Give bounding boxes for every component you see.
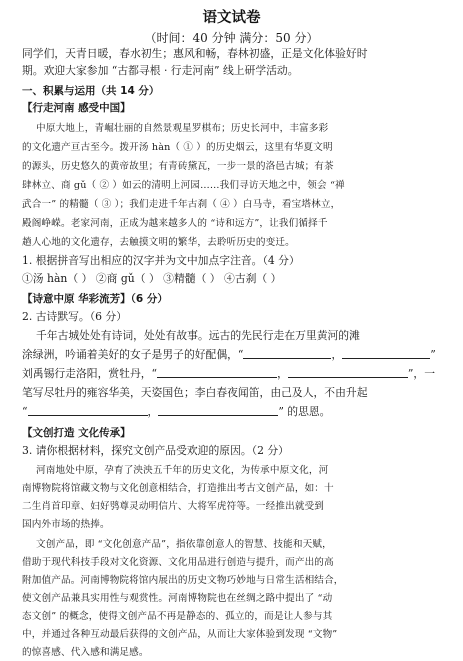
quote-close: ” [430, 348, 436, 361]
quote-close: ”，一 [407, 367, 436, 380]
question-3: 3. 请你根据材料，探究文创产品受欢迎的原因。（2 分） [22, 444, 289, 457]
answer-blank[interactable] [157, 367, 277, 378]
quote-close: ” 的思恩。 [278, 405, 331, 418]
material-line: 使文创产品兼具实用性与观赏性。河南博物院也在丝绸之路中提出了 “动 [22, 593, 333, 604]
poem-para-line: “ ， ” 的思恩。 [22, 405, 331, 418]
poem-para-line: 刘禹锡行走洛阳，赏牡丹，“ ， ”，一 [22, 367, 436, 380]
passage-line: 殿阁峥嵘。老家河南，正成为越来越多人的 “诗和远方”，让我们循择千 [22, 218, 328, 229]
block-3-heading: 【文创打造 文化传承】 [22, 427, 131, 439]
section-1-heading: 一、积累与运用（共 14 分） [22, 85, 160, 97]
material-line: 河南地处中原，孕育了泱泱五千年的历史文化，为传承中原文化，河 [36, 465, 329, 476]
passage-line: 肆林立、商 gǔ（ ② ）如云的清明上河园……我们寻访天地之中，领会 “禅 [22, 180, 345, 191]
answer-blank[interactable] [243, 348, 331, 359]
material-line: 中，并通过各种互动最后获得的文创产品，从而让大家体验到发现 “文物” [22, 629, 338, 640]
answer-blank[interactable] [158, 405, 278, 416]
passage-line: 的源头，历史悠久的黄帝故里；有青砖黛瓦，一步一景的洛邑古城；有茶 [22, 161, 334, 172]
poem-para-line: 笔写尽牡丹的雍容华美，天姿国色；李白春夜闻笛，由己及人，不由升起 [22, 386, 368, 399]
answer-blank[interactable] [288, 367, 408, 378]
intro-line-1: 同学们，天青日暖，春水初生；惠风和畅，春林初盛，正是文化体验好时 [22, 47, 368, 60]
block-1-heading: 【行走河南 感受中国】 [22, 102, 131, 114]
exam-subtitle: （时间：40 分钟 满分：50 分） [144, 31, 319, 45]
question-1-answers: ①汤 hàn（ ） ②商 gǔ（ ） ③精髓（ ） ④古刹（ ） [22, 272, 282, 285]
answer-blank[interactable] [342, 348, 430, 359]
poem-para-text: “ [22, 405, 28, 418]
material-line: 附加值产品。河南博物院将馆内展出的历史文物巧妙地与日常生活相结合， [22, 575, 344, 586]
passage-line: 趟人心地的文化遗存，去触摸文明的繁华，去聆听历史的变迁。 [22, 237, 295, 248]
material-line: 南博物院将馆藏文物与文化创意相结合，打造推出考古文创产品，如：十 [22, 483, 334, 494]
poem-para-text: 涂绿洲，吟诵着美好的女子是男子的好配偶，“ [22, 348, 244, 361]
passage-line: 的文化遗产亘古至今。拨开汤 hàn（ ① ）的历史烟云，这里有华夏文明 [22, 142, 333, 153]
material-line: 借助于现代科技手段对文化资源、文化用品进行创造与提升，而产出的高 [22, 557, 334, 568]
material-line: 国内外市场的热捧。 [22, 519, 110, 530]
question-2: 2. 古诗默写。（6 分） [22, 310, 128, 323]
material-line: 文创产品，即 “文化创意产品”，指依靠创意人的智慧、技能和天赋， [36, 539, 332, 550]
passage-line: 中原大地上，青崛壮丽的自然景观星罗棋布；历史长河中，丰富多彩 [36, 123, 329, 134]
poem-para-line: 千年古城处处有诗词，处处有故事。远古的先民行走在万里黄河的滩 [36, 329, 360, 342]
poem-para-line: 涂绿洲，吟诵着美好的女子是男子的好配偶，“ ， ” [22, 348, 436, 361]
block-2-heading: 【诗意中原 华彩流芳】（6 分） [22, 293, 168, 305]
question-1: 1. 根据拼音写出相应的汉字并为文中加点字注音。（4 分） [22, 254, 300, 267]
material-line: 的惊喜感、代入感和满足感。 [22, 647, 149, 658]
answer-blank[interactable] [28, 405, 148, 416]
passage-line: 武合一” 的精髓（ ③ ）；我们走进千年古刹（ ④ ）白马寺，看宝塔林立， [22, 199, 341, 210]
poem-para-text: 刘禹锡行走洛阳，赏牡丹，“ [22, 367, 158, 380]
material-line: 态文创” 的概念，使得文创产品不再是静态的、孤立的，而是让人参与其 [22, 611, 333, 622]
intro-line-2: 期。欢迎大家参加 “古都寻根 · 行走河南” 线上研学活动。 [22, 64, 299, 77]
exam-title: 语文试卷 [202, 10, 261, 26]
material-line: 二生肖首印章、妇好鸮尊灵动明信片、大将军虎符等。一经推出就受到 [22, 501, 325, 512]
